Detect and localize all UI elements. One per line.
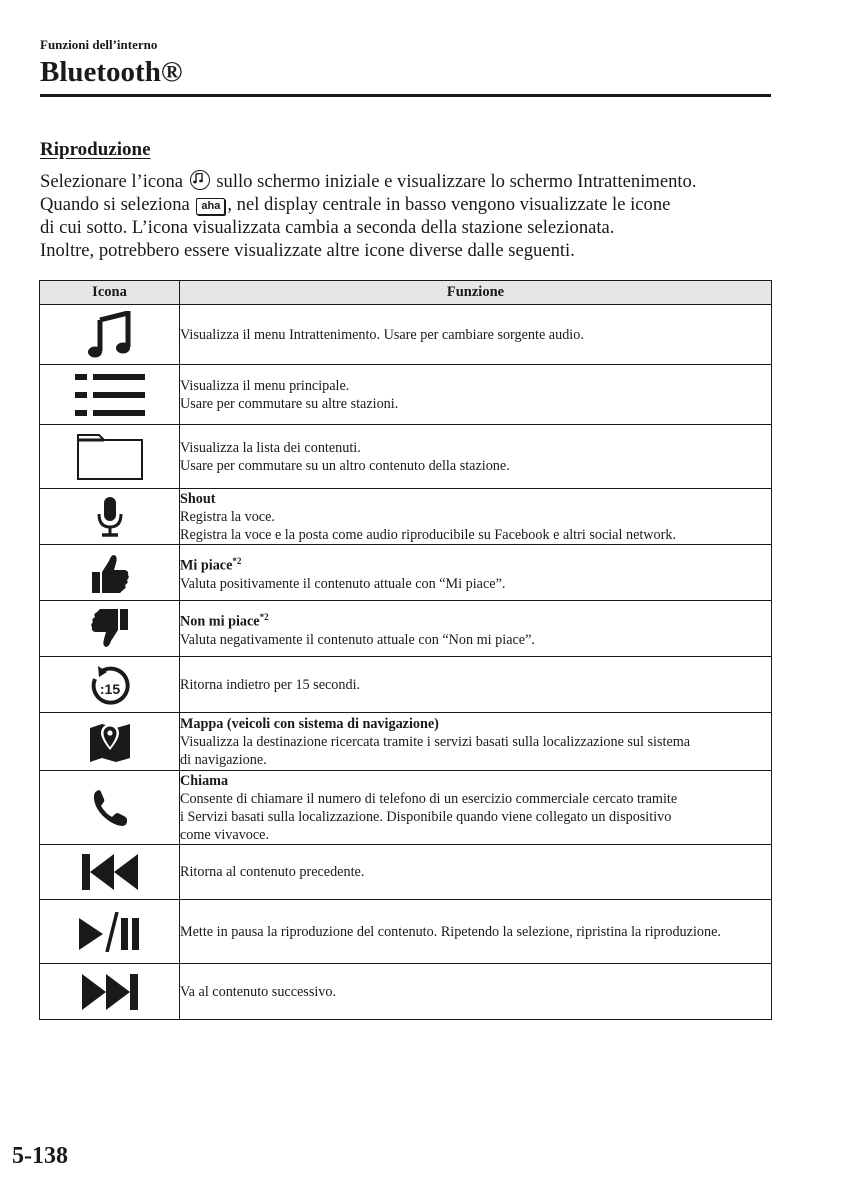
row-description: Usare per commutare su altre stazioni.: [180, 395, 399, 412]
row-description: Valuta negativamente il contenuto attuale con “Non mi piace”.: [180, 631, 535, 648]
row-title: [180, 608, 771, 631]
title-divider: [40, 94, 771, 97]
intro-line-1: [40, 170, 780, 193]
skip-previous-icon: [82, 854, 138, 890]
phone-icon: [92, 789, 128, 827]
desc-cell: [180, 365, 772, 425]
row-description: Mette in pausa la riproduzione del contenuto. Ripetendo la selezione, ripristina la riproduzione.: [180, 923, 721, 940]
row-description: Visualizza la lista dei contenuti.: [180, 439, 361, 456]
desc-cell: [180, 425, 772, 489]
icon-cell: [40, 657, 180, 713]
icon-cell: [40, 964, 180, 1020]
music-note-icon: [190, 170, 210, 190]
row-title: Mappa (veicoli con sistema di navigazione): [180, 715, 439, 732]
intro-line-1-before: Selezionare l’icona: [40, 171, 183, 192]
row-title-text: Mi piace: [180, 557, 233, 574]
table-row: [40, 305, 772, 365]
intro-line-2-before: Quando si seleziona: [40, 194, 190, 215]
icon-cell: [40, 425, 180, 489]
row-description: come vivavoce.: [180, 826, 270, 843]
row-description: Ritorna indietro per 15 secondi.: [180, 676, 361, 693]
table-row: [40, 489, 772, 545]
intro-line-1-after: sullo schermo iniziale e visualizzare lo schermo Intrattenimento.: [216, 171, 697, 192]
row-title-text: Non mi piace: [180, 613, 260, 630]
row-description: i Servizi basati sulla localizzazione. Disponibile quando viene collegato un dispositivo: [180, 808, 672, 825]
icon-cell: [40, 365, 180, 425]
desc-cell: [180, 489, 772, 545]
header-icon-column: Icona: [40, 281, 180, 305]
skip-next-icon: [82, 974, 138, 1010]
desc-cell: [180, 845, 772, 900]
header-function-column: Funzione: [180, 281, 772, 305]
row-title: Shout: [180, 490, 216, 507]
desc-cell: [180, 545, 772, 601]
thumbs-up-icon: [90, 553, 130, 593]
row-description: Ritorna al contenuto precedente.: [180, 864, 365, 880]
icon-cell: [40, 489, 180, 545]
row-title: Chiama: [180, 772, 229, 789]
desc-cell: [180, 900, 772, 964]
section-label: Funzioni dell’interno: [40, 37, 158, 52]
row-description: Registra la voce.: [180, 508, 275, 525]
row-description: Visualizza il menu Intrattenimento. Usare per cambiare sorgente audio.: [180, 326, 584, 343]
icon-cell: [40, 305, 180, 365]
row-description: Visualizza il menu principale.: [180, 377, 350, 394]
row-description: di navigazione.: [180, 751, 267, 768]
row-description: Registra la voce e la posta come audio riproducibile su Facebook e altri social network.: [180, 526, 677, 543]
desc-cell: [180, 657, 772, 713]
play-pause-icon: [79, 912, 141, 952]
icon-cell: [40, 713, 180, 771]
table-row: [40, 713, 772, 771]
row-description: Consente di chiamare il numero di telefono di un esercizio commerciale cercato tramite: [180, 790, 678, 807]
row-description: Visualizza la destinazione ricercata tramite i servizi basati sulla localizzazione sul sistema: [180, 733, 691, 750]
row-description: Valuta positivamente il contenuto attuale con “Mi piace”.: [180, 575, 506, 592]
row-title: [180, 552, 771, 575]
table-header-row: [40, 281, 772, 305]
intro-line-2: [40, 193, 780, 216]
icon-cell: [40, 601, 180, 657]
table-row: [40, 900, 772, 964]
row-description: Va al contenuto successivo.: [180, 983, 337, 1000]
table-row: [40, 845, 772, 900]
music-note-icon: [88, 311, 132, 359]
intro-paragraph: [40, 170, 780, 262]
table-row: [40, 964, 772, 1020]
footnote-marker: *2: [232, 556, 242, 567]
intro-line-2-after: , nel display centrale in basso vengono visualizzate le icone: [227, 194, 671, 215]
table-row: [40, 425, 772, 489]
table-row: [40, 545, 772, 601]
table-row: [40, 365, 772, 425]
icon-cell: [40, 845, 180, 900]
intro-line-3: di cui sotto. L’icona visualizzata cambia a seconda della stazione selezionata.: [40, 217, 615, 238]
rewind-15-icon: [90, 664, 130, 706]
folder-icon: [77, 434, 143, 480]
map-pin-icon: [88, 720, 132, 764]
table-row: [40, 771, 772, 845]
thumbs-down-icon: [90, 609, 130, 649]
table-row: [40, 601, 772, 657]
intro-line-4: Inoltre, potrebbero essere visualizzate altre icone diverse dalle seguenti.: [40, 240, 575, 261]
rewind-15-label: :15: [99, 680, 120, 697]
footnote-marker: *2: [259, 612, 269, 623]
page-title: Bluetooth®: [40, 56, 183, 88]
aha-key-icon: aha: [196, 198, 225, 215]
row-description: Usare per commutare su un altro contenuto della stazione.: [180, 457, 510, 474]
microphone-icon: [97, 497, 123, 537]
icon-cell: [40, 545, 180, 601]
icon-cell: [40, 900, 180, 964]
icon-cell: [40, 771, 180, 845]
desc-cell: [180, 305, 772, 365]
icon-function-table: [39, 280, 772, 1020]
desc-cell: [180, 964, 772, 1020]
page-number: 5-138: [12, 1143, 68, 1169]
table-row: [40, 657, 772, 713]
menu-list-icon: [75, 374, 145, 416]
desc-cell: [180, 771, 772, 845]
desc-cell: [180, 713, 772, 771]
desc-cell: [180, 601, 772, 657]
subsection-heading: Riproduzione: [40, 139, 151, 160]
